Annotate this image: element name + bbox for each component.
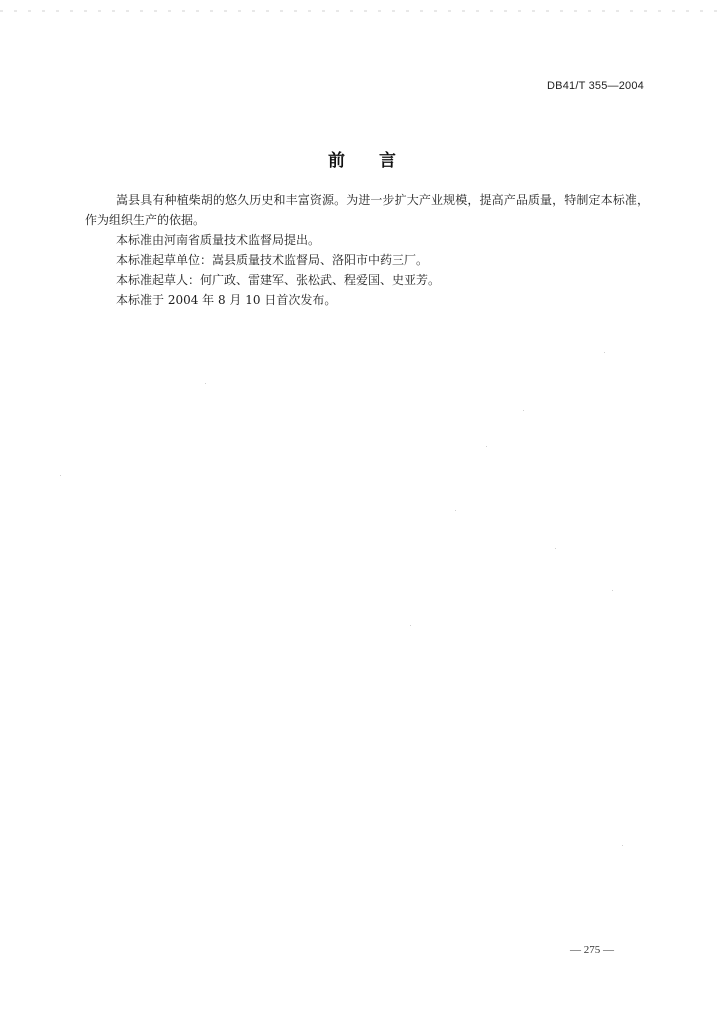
scan-speck <box>410 625 411 626</box>
scan-speck <box>622 845 623 846</box>
scan-speck <box>455 510 456 511</box>
foreword-paragraph: 嵩县具有种植柴胡的悠久历史和丰富资源。为进一步扩大产业规模，提高产品质量，特制定本标准，作为组织生产的依据。 <box>85 193 649 227</box>
page-number: — 275 — <box>570 944 614 956</box>
foreword-paragraph: 本标准于 2004 年 8 月 10 日首次发布。 <box>116 293 337 307</box>
scan-speck <box>60 475 61 476</box>
scan-artifact-top <box>0 10 724 12</box>
foreword-body <box>85 190 649 310</box>
scan-speck <box>523 410 524 411</box>
standard-number: DB41/T 355—2004 <box>547 80 644 92</box>
scan-speck <box>486 446 487 447</box>
scan-speck <box>555 548 556 549</box>
section-title: 前言 <box>328 151 430 171</box>
scan-speck <box>604 352 605 353</box>
foreword-paragraph: 本标准由河南省质量技术监督局提出。 <box>116 233 321 247</box>
scan-speck <box>612 590 613 591</box>
foreword-paragraph: 本标准起草人：何广政、雷建军、张松武、程爱国、史亚芳。 <box>116 273 441 287</box>
scan-speck <box>205 383 206 384</box>
foreword-paragraph: 本标准起草单位：嵩县质量技术监督局、洛阳市中药三厂。 <box>116 253 429 267</box>
